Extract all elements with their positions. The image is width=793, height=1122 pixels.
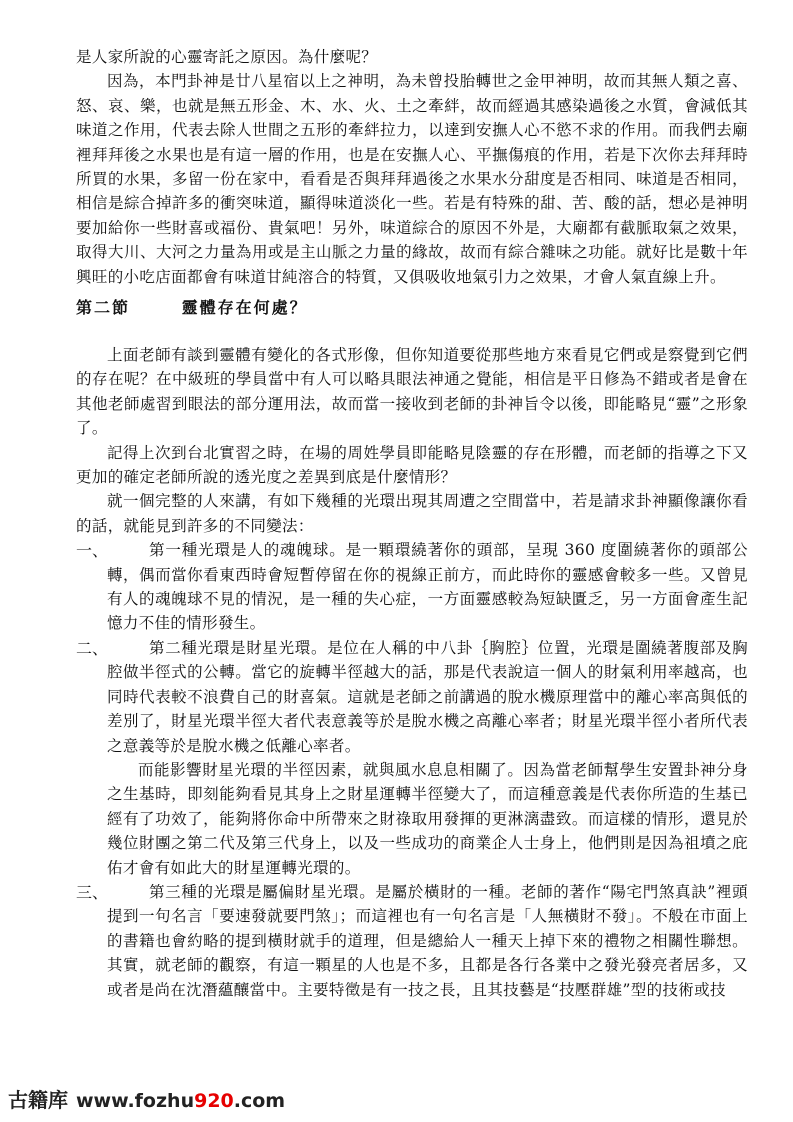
paragraph-intro: 上面老師有談到靈體有變化的各式形像，但你知道要從那些地方來看見它們或是察覺到它們的存在呢？在中級班的學員當中有人可以略具眼法神通之覺能，相信是平日修為不錯或者是會在其他老師處習到眼法的部分運用法，故而當一接收到老師的卦神旨令以後，即能略見“靈”之形象了。 (76, 346, 748, 438)
paragraph-taipei: 記得上次到台北實習之時，在場的周姓學員即能略見陰靈的存在形體，而老師的指導之下又更加的確定老師所說的透光度之差異到底是什麼情形？ (76, 443, 748, 487)
section-content (76, 343, 748, 1002)
paragraph-shenming: 因為，本門卦神是廿八星宿以上之神明，為未曾投胎轉世之金甲神明，故而其無人類之喜、怒、哀、樂，也就是無五形金、木、水、火、土之牽絆，故而經過其感染過後之水質，會減低其味道之作用，代表去除人世間之五形的牽絆拉力，以達到安撫人心不慾不求的作用。而我們去廟裡拜拜後之水果也是有這一層的作用，也是在安撫人心、平撫傷痕的作用，若是下次你去拜拜時所買的水果，多留一份在家中，看看是否與拜拜過後之水果水分甜度是否相同、味道是否相同，相信是綜合掉許多的衝突味道，顯得味道淡化一些。若是有特殊的甜、苦、酸的話，想必是神明要加給你一些財喜或福份、貴氣吧！另外，味道綜合的原因不外是，大廟都有截脈取氣之效果，取得大川、大河之力量為用或是主山脈之力量的緣故，故而有綜合雜味之功能。就好比是數十年興旺的小吃店面都會有味道甘純溶合的特質，又俱吸收地氣引力之效果，才會人氣直線上升。 (76, 72, 748, 286)
list-item (76, 880, 748, 1002)
list-item (76, 636, 748, 880)
list-text: 第一種光環是人的魂魄球。是一顆環繞著你的頭部，呈現 360 度圍繞著你的頭部公轉，偶而當你看東西時會短暫停留在你的視線正前方，而此時你的靈感會較多一些。又曾見有人的魂魄球不見的情況，是一種的失心症，一方面靈感較為短缺匱乏，另一方面會產生記憶力不佳的情形發生。 (107, 541, 748, 633)
section-number: 第二節 (76, 298, 131, 317)
section-title: 靈體存在何處？ (181, 298, 308, 317)
list-number: 一、 (76, 541, 109, 561)
section-heading (76, 296, 748, 320)
footer-url-accent: 920 (194, 1090, 234, 1112)
footer-url-tail: .com (233, 1090, 286, 1112)
intro-block (76, 45, 748, 289)
list-subparagraph: 而能影響財星光環的半徑因素，就與風水息息相關了。因為當老師幫學生安置卦神分身之生基時，即刻能夠看見其身上之財星運轉半徑變大了，而這種意義是代表你所造的生基已經有了功效了，能夠將你命中所帶來之財祿取用發揮的更淋漓盡致。而這樣的情形，還見於幾位財團之第二代及第三代身上，以及一些成功的商業企人士身上，他們則是因為祖墳之庇佑才會有如此大的財星運轉光環的。 (107, 760, 748, 877)
list-text: 第三種的光環是屬偏財星光環。是屬於橫財的一種。老師的著作“陽宅門煞真訣”裡頭提到一句名言「要速發就要門煞」；而這裡也有一句名言是「人無橫財不發」。不般在市面上的書籍也會約略的提到橫財就手的道理，但是總給人一種天上掉下來的禮物之相關性聯想。其實，就老師的觀察，有這一顆星的人也是不多，且都是各行各業中之發光發亮者居多，又或者是尚在沈潛蘊釀當中。主要特徵是有一技之長，且其技藝是“技壓群雄”型的技術或技 (107, 882, 748, 999)
watermark-footer (8, 1088, 285, 1113)
footer-url-main: www.fozhu (76, 1090, 195, 1112)
list-number: 三、 (76, 882, 109, 902)
list-text: 第二種光環是財星光環。是位在人稱的中八卦｛胸腔｝位置，光環是圍繞著腹部及胸腔做半徑式的公轉。當它的旋轉半徑越大的話，那是代表說這一個人的財氣利用率越高，也同時代表較不浪費自己的財喜氣。這就是老師之前講過的脫水機原理當中的離心率高與低的差別了，財星光環半徑大者代表意義等於是脫水機之高離心率者；財星光環半徑小者所代表之意義等於是脫水機之低離心率者。 (107, 638, 748, 755)
footer-brand: 古籍库 (8, 1088, 68, 1112)
list-item (76, 538, 748, 636)
list-number: 二、 (76, 638, 109, 658)
paragraph-continued: 是人家所說的心靈寄託之原因。為什麼呢？ (76, 48, 378, 66)
paragraph-light-rings: 就一個完整的人來講，有如下幾種的光環出現其周遭之空間當中，若是請求卦神顯像讓你看的話，就能見到許多的不同變法： (76, 492, 748, 535)
